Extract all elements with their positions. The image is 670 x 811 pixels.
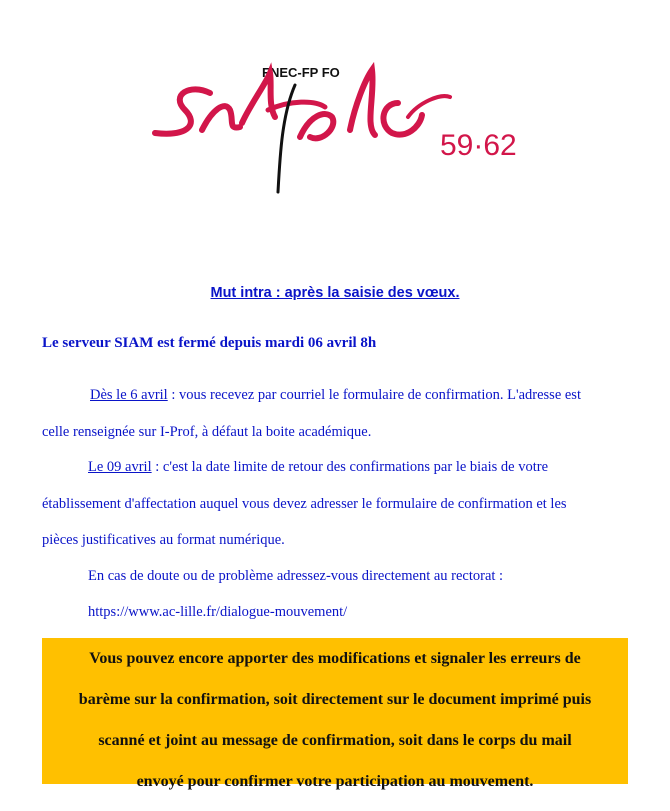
- paragraph-2: [42, 458, 617, 476]
- date-label-2: Le 09 avril: [88, 459, 152, 475]
- highlight-line-1: Vous pouvez encore apporter des modifications et signaler les erreurs de: [89, 650, 581, 667]
- paragraph-1-line-1: : vous recevez par courriel le formulaire de confirmation. L'adresse est: [167, 387, 581, 403]
- paragraph-3: En cas de doute ou de problème adressez-vous directement au rectorat :: [88, 568, 504, 584]
- highlight-line-2: barème sur la confirmation, soit directement sur le document imprimé puis: [78, 691, 592, 708]
- page-title: Mut intra : après la saisie des vœux.: [210, 285, 460, 301]
- rectorat-link[interactable]: https://www.ac-lille.fr/dialogue-mouvement/: [88, 604, 348, 620]
- highlight-line-3: scanné et joint au message de confirmation, soit dans le corps du mail: [98, 732, 572, 749]
- highlight-box: [42, 638, 628, 790]
- date-label-1: Dès le 6 avril: [90, 387, 168, 403]
- snfolc-logo: [150, 55, 530, 200]
- paragraph-2-line-3: pièces justificatives au format numérique.: [42, 532, 285, 548]
- paragraph-1: [42, 386, 617, 404]
- logo-region-text: 59·62: [440, 129, 517, 162]
- paragraph-1-line-2: celle renseignée sur I-Prof, à défaut la boite académique.: [42, 424, 372, 440]
- highlight-line-4: envoyé pour confirmer votre participation au mouvement.: [136, 773, 534, 790]
- page-subtitle: Le serveur SIAM est fermé depuis mardi 06 avril 8h: [42, 335, 377, 351]
- paragraph-2-line-1: : c'est la date limite de retour des confirmations par le biais de votre: [151, 459, 549, 475]
- paragraph-2-line-2: établissement d'affectation auquel vous devez adresser le formulaire de confirmation et les: [42, 496, 567, 512]
- logo-org-text: FNEC-FP FO: [262, 65, 340, 80]
